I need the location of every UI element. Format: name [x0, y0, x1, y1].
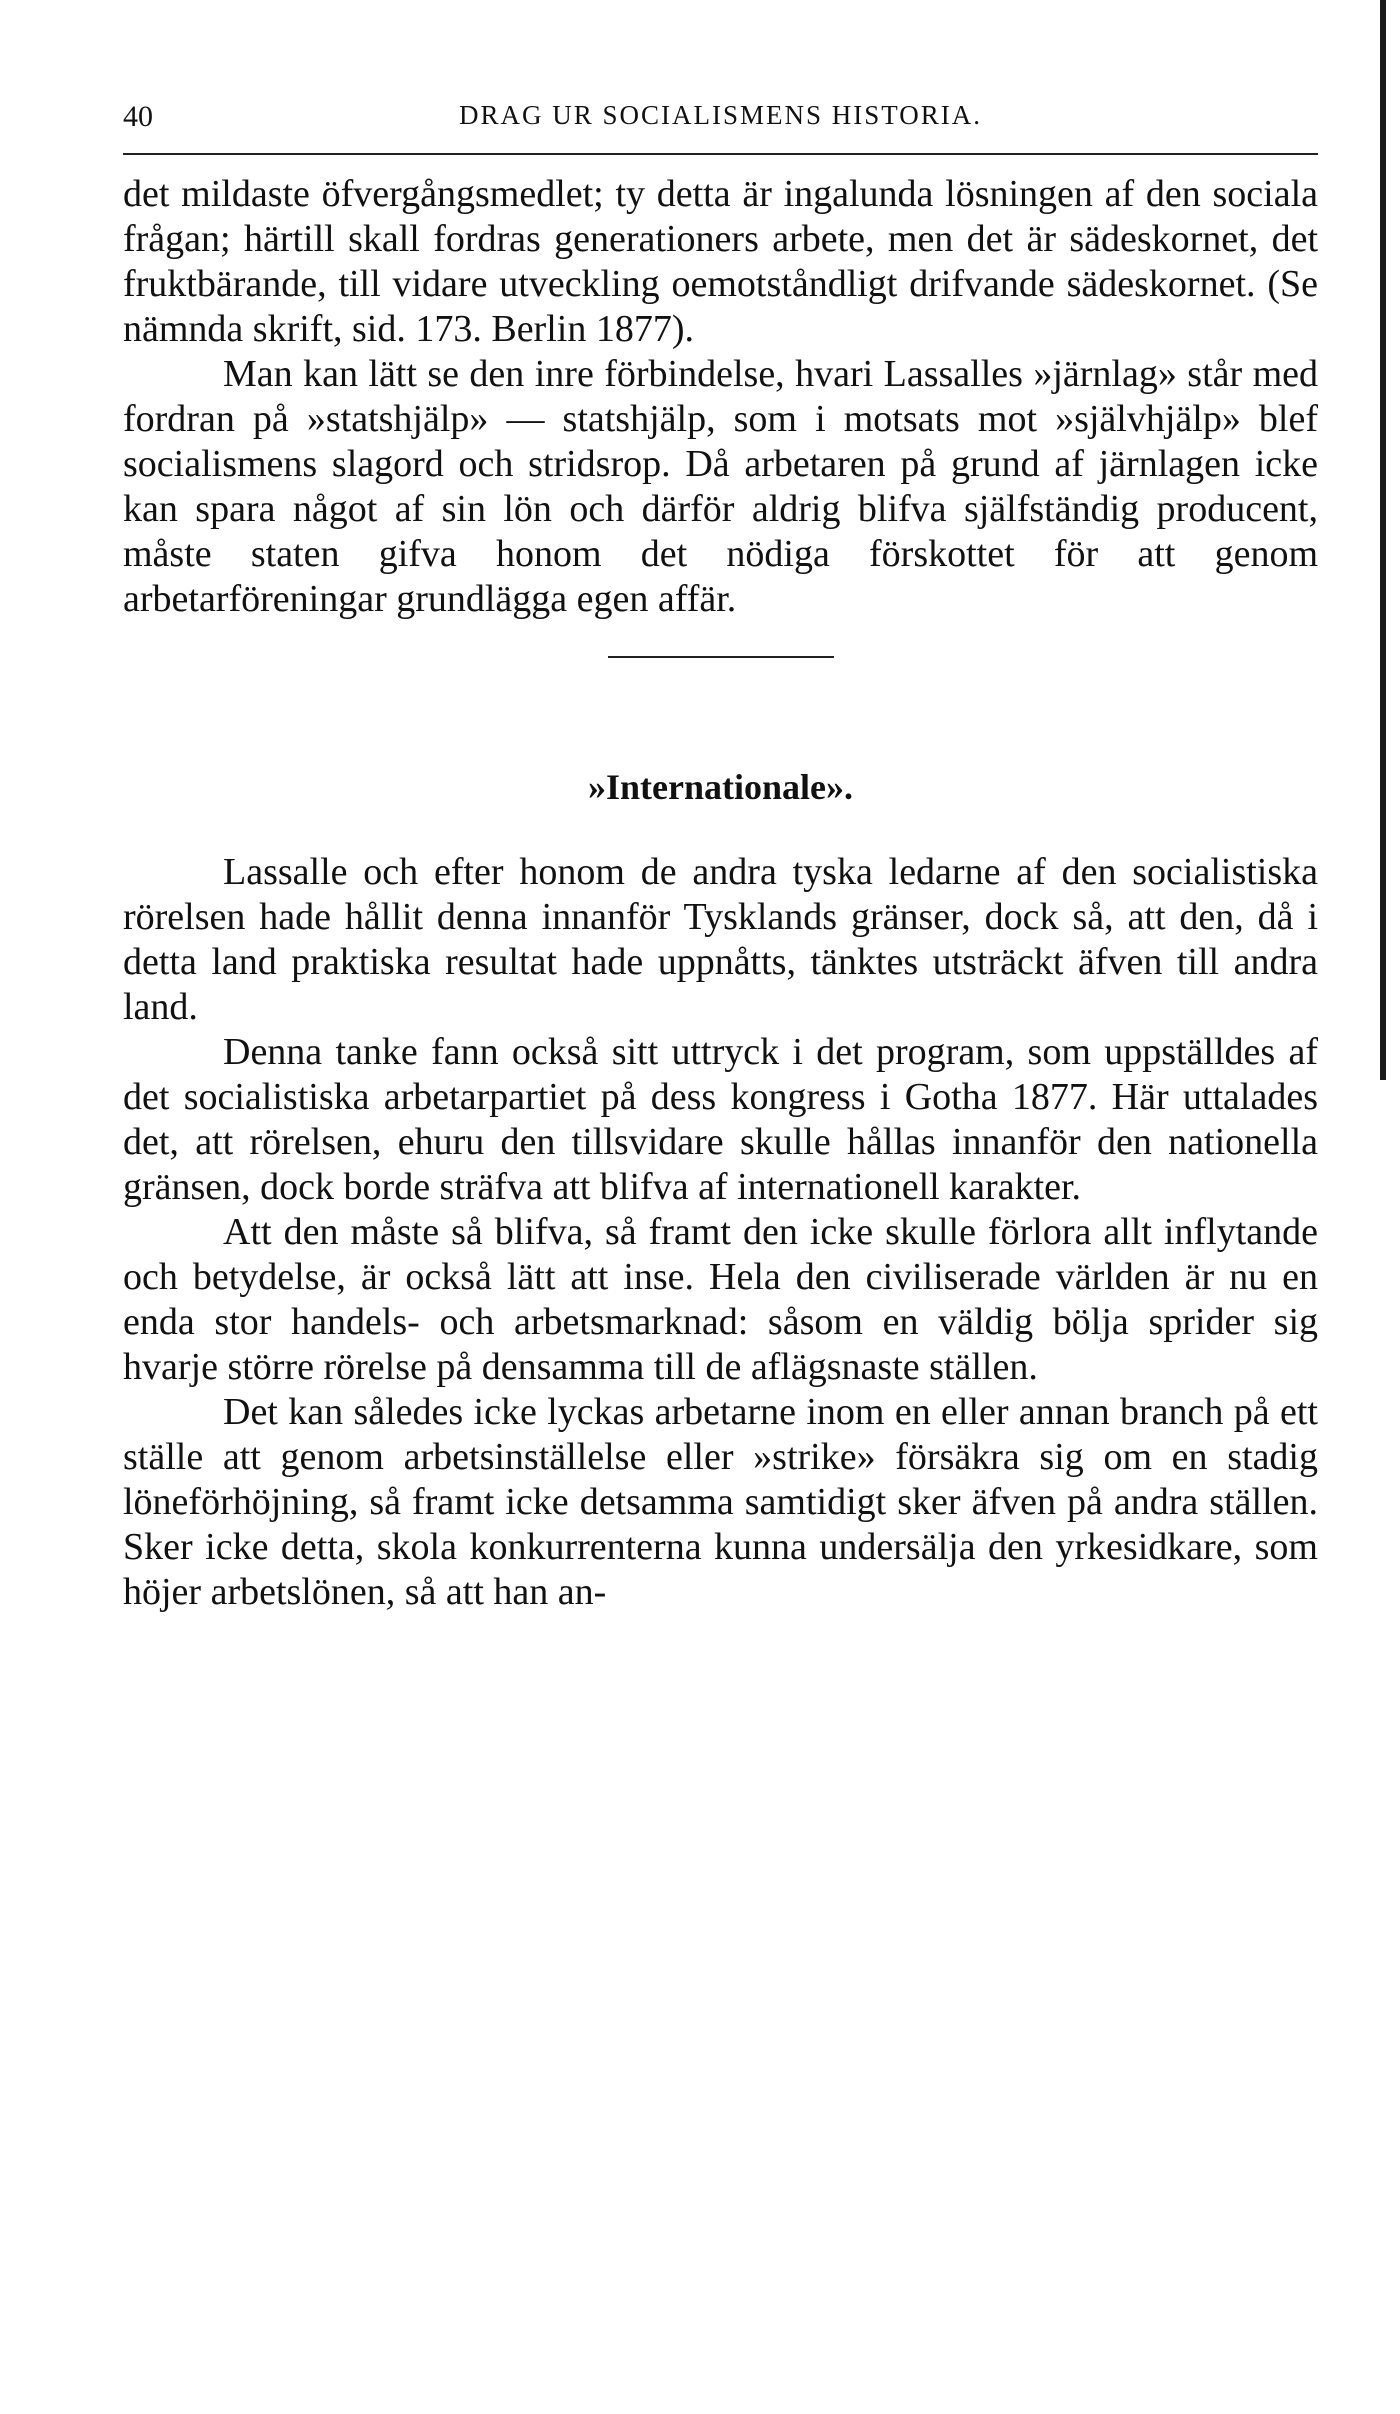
- paragraph: Denna tanke fann också sitt uttryck i det program, som uppställdes af det socialistiska arbetarpartiet på dess kongress i Gotha 1877. Här uttalades det, att rörelsen, ehuru den tillsvidare skulle hållas innanför den nationella gränsen, dock borde sträfva att blifva af internationell karakter.: [123, 1031, 1318, 1208]
- paragraph: Att den måste så blifva, så framt den icke skulle förlora allt inflytande och betydelse, är också lätt att inse. Hela den civiliserade världen är nu en enda stor handels- och arbetsmarknad: såsom en väldig bölja sprider sig hvarje större rörelse på densamma till de aflägsnaste ställen.: [123, 1211, 1318, 1388]
- scan-edge-shadow: [1380, 0, 1386, 1080]
- paragraph: Man kan lätt se den inre förbindelse, hvari Lassalles »järnlag» står med fordran på »statshjälp» — statshjälp, som i motsats mot »självhjälp» blef socialismens slagord och stridsrop. Då arbetaren på grund af järnlagen icke kan spara något af sin lön och därför aldrig blifva själfständig producent, måste staten gifva honom det nödiga förskottet för att genom arbetarföreningar grundlägga egen affär.: [123, 353, 1318, 620]
- section-title: »Internationale».: [588, 767, 853, 807]
- body-text: [123, 172, 1318, 1615]
- running-title: DRAG UR SOCIALISMENS HISTORIA.: [458, 100, 983, 130]
- header-rule: [123, 153, 1318, 155]
- page-header: [123, 100, 1318, 150]
- page-number: 40: [123, 100, 153, 133]
- paragraph: det mildaste öfvergångsmedlet; ty detta är ingalunda lösningen af den sociala frågan; härtill skall fordras generationers arbete, men det är sädeskornet, det fruktbärande, till vidare utveckling oemotståndligt drifvande sädeskornet. (Se nämnda skrift, sid. 173. Berlin 1877).: [123, 173, 1318, 350]
- paragraph: Lassalle och efter honom de andra tyska ledarne af den socialistiska rörelsen hade hållit denna innanför Tysklands gränser, dock så, att den, då i detta land praktiska resultat hade uppnåtts, tänktes utsträckt äfven till andra land.: [123, 851, 1318, 1028]
- section-divider: [608, 656, 834, 658]
- paragraph: Det kan således icke lyckas arbetarne inom en eller annan branch på ett ställe att genom arbetsinställelse eller »strike» försäkra sig om en stadig löneförhöjning, så framt icke detsamma samtidigt sker äfven på andra ställen. Sker icke detta, skola konkurrenterna kunna undersälja den yrkesidkare, som höjer arbetslönen, så att han an-: [123, 1391, 1318, 1613]
